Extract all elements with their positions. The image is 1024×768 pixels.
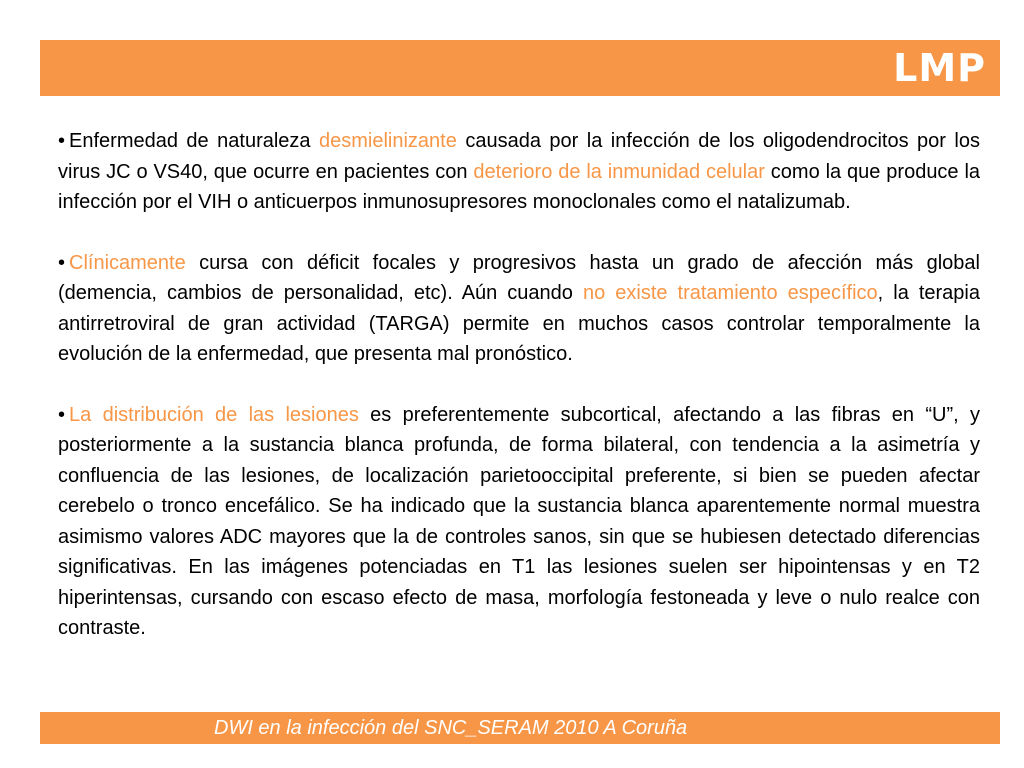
text-run: es preferentemente subcortical, afectando a las fibras en “U”, y posteriormente a la sustancia blanca profunda, de forma bilateral, con tendencia a la asimetría y confluencia de las lesiones, de localización parietooccipital preferente, si bien se pueden afectar cerebelo o tronco encefálico. Se ha indicado que la sustancia blanca aparentemente normal muestra asimismo valores ADC mayores que la de controles sanos, sin que se hubiesen detectado diferencias significativas. En las imágenes potenciadas en T1 las lesiones suelen ser hipointensas y en T2 hiperintensas, cursando con escaso efecto de masa, morfología festoneada y leve o nulo realce con contraste. [58,403,980,639]
text-run: , la terapia antirretroviral de gran actividad (TARGA) permite en muchos casos controlar temporalmente la evolución de la enfermedad, que presenta mal pronóstico. [58,282,980,365]
paragraph-2 [58,248,980,370]
text-run: como la que produce la infección por el VIH o anticuerpos inmunosupresores monoclonales como el natalizumab. [58,160,981,213]
bullet-icon: • [58,130,66,152]
paragraph-1 [58,126,980,218]
slide-body [58,126,980,644]
footer-caption: DWI en la infección del SNC_SERAM 2010 A Coruña [214,717,688,739]
bullet-icon: • [58,403,66,426]
slide-title: LMP [893,46,986,90]
text-run: Enfermedad de naturaleza [69,130,319,152]
paragraph-3 [58,400,980,644]
bullet-icon: • [58,251,66,274]
highlighted-text: deterioro de la inmunidad celular [473,160,765,183]
highlighted-text: desmielinizante [319,130,457,152]
highlighted-text: La distribución de las lesiones [69,403,359,426]
highlighted-text: no existe tratamiento específico [582,282,878,304]
text-run: causada por la infección de los oligodendrocitos por los virus JC o VS40, que ocurre en pacientes con [58,130,980,183]
text-run: cursa con déficit focales y progresivos hasta un grado de afección más global (demencia, cambios de personalidad, etc). Aún cuando [58,251,980,304]
highlighted-text: Clínicamente [69,251,186,274]
header-bar [40,40,1000,96]
footer-bar [40,712,1000,744]
